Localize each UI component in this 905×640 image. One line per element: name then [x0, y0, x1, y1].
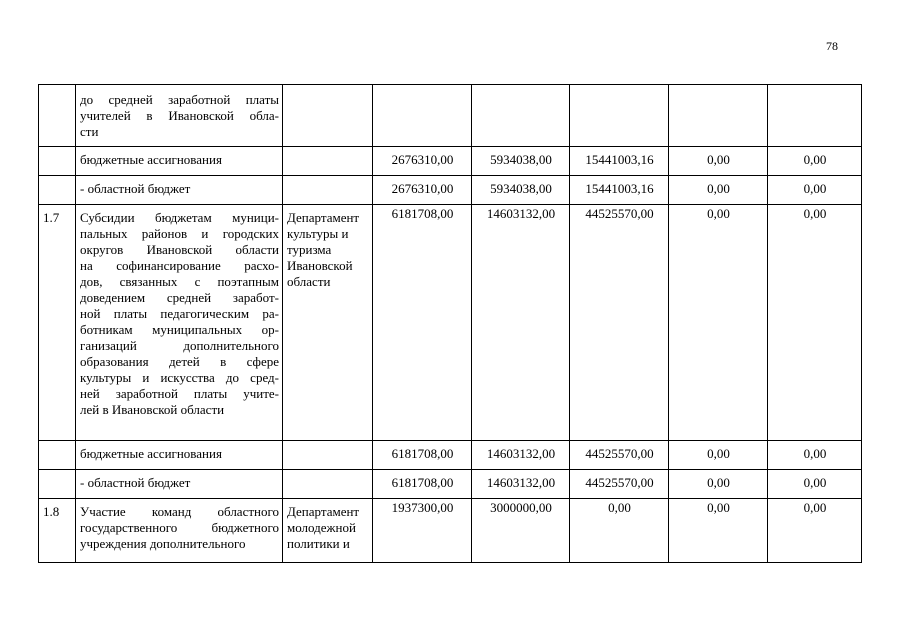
- description-line: государственного бюджетного: [80, 520, 279, 535]
- department-line: Ивановской: [287, 258, 353, 273]
- row-number-cell: [39, 441, 76, 470]
- amount-cell: [669, 85, 768, 147]
- table-row: [39, 499, 862, 563]
- description-text: - областной бюджет: [80, 181, 191, 196]
- description-cell: [76, 147, 283, 176]
- amount-cell: [669, 176, 768, 205]
- amount-cell: [669, 470, 768, 499]
- amount-cell: [768, 205, 862, 441]
- description-text: бюджетные ассигнования: [80, 446, 222, 461]
- description-line: до средней заработной платы: [80, 92, 279, 107]
- amount-value: 0,00: [707, 152, 730, 167]
- department-line: туризма: [287, 242, 332, 257]
- description-line: учреждения дополнительного: [80, 536, 246, 551]
- amount-value: 0,00: [803, 206, 827, 221]
- amount-cell: [472, 176, 570, 205]
- description-text: - областной бюджет: [80, 475, 191, 490]
- department-cell: [283, 499, 373, 563]
- amount-cell: [669, 205, 768, 441]
- amount-value: 3000000,00: [490, 500, 552, 515]
- amount-value: 15441003,16: [585, 181, 654, 196]
- description-cell: [76, 470, 283, 499]
- amount-cell: [570, 205, 669, 441]
- description-line: ботникам муниципальных ор-: [80, 322, 279, 337]
- row-number-cell: [39, 470, 76, 499]
- amount-value: 6181708,00: [391, 475, 454, 490]
- amount-cell: [472, 470, 570, 499]
- amount-cell: [768, 470, 862, 499]
- amount-cell: [570, 470, 669, 499]
- table-row: [39, 470, 862, 499]
- description-cell: [76, 205, 283, 441]
- row-number-cell: [39, 499, 76, 563]
- description-line: дов, связанных с поэтапным: [80, 274, 279, 289]
- department-cell: [283, 85, 373, 147]
- department-cell: [283, 147, 373, 176]
- amount-cell: [570, 176, 669, 205]
- table-row: [39, 205, 862, 441]
- amount-cell: [373, 441, 472, 470]
- amount-cell: [373, 85, 472, 147]
- amount-value: 0,00: [707, 500, 730, 515]
- description-line: ганизаций дополнительного: [80, 338, 279, 353]
- page-number: 78: [826, 39, 838, 53]
- amount-value: 0,00: [707, 446, 730, 461]
- amount-value: 5934038,00: [490, 152, 552, 167]
- row-number-cell: [39, 176, 76, 205]
- department-cell: [283, 205, 373, 441]
- department-cell: [283, 441, 373, 470]
- amount-value: 14603132,00: [486, 446, 556, 461]
- amount-cell: [373, 470, 472, 499]
- description-line: Субсидии бюджетам муници-: [80, 210, 279, 225]
- budget-table: [38, 84, 862, 563]
- amount-value: 14603132,00: [486, 475, 556, 490]
- table-row: [39, 176, 862, 205]
- amount-cell: [472, 441, 570, 470]
- table-row: [39, 147, 862, 176]
- row-number-cell: [39, 147, 76, 176]
- department-cell: [283, 176, 373, 205]
- amount-value: 0,00: [803, 446, 827, 461]
- description-cell: [76, 85, 283, 147]
- description-line: ней заработной платы учите-: [80, 386, 279, 401]
- amount-cell: [570, 499, 669, 563]
- amount-value: 0,00: [707, 475, 730, 490]
- amount-cell: [373, 147, 472, 176]
- amount-value: 5934038,00: [490, 181, 552, 196]
- amount-value: 0,00: [803, 152, 827, 167]
- amount-cell: [373, 205, 472, 441]
- amount-cell: [472, 205, 570, 441]
- description-cell: [76, 441, 283, 470]
- description-cell: [76, 499, 283, 563]
- amount-cell: [768, 499, 862, 563]
- amount-cell: [373, 499, 472, 563]
- row-number: 1.8: [43, 504, 60, 519]
- row-number: 1.7: [43, 210, 60, 225]
- row-number-cell: [39, 85, 76, 147]
- amount-cell: [768, 147, 862, 176]
- department-line: культуры и: [287, 226, 349, 241]
- description-line: ной платы педагогическим ра-: [80, 306, 279, 321]
- description-text: бюджетные ассигнования: [80, 152, 222, 167]
- amount-cell: [570, 147, 669, 176]
- table-row: [39, 441, 862, 470]
- description-line: сти: [80, 124, 99, 139]
- description-line: доведением средней заработ-: [80, 290, 279, 305]
- description-line: учителей в Ивановской обла-: [80, 108, 279, 123]
- description-line: на софинансирование расхо-: [80, 258, 279, 273]
- department-cell: [283, 470, 373, 499]
- amount-cell: [472, 147, 570, 176]
- department-line: области: [287, 274, 331, 289]
- amount-value: 6181708,00: [391, 206, 454, 221]
- description-line: Участие команд областного: [80, 504, 279, 519]
- amount-value: 15441003,16: [585, 152, 654, 167]
- department-line: Департамент: [287, 504, 360, 519]
- department-line: политики и: [287, 536, 350, 551]
- description-line: округов Ивановской области: [80, 242, 279, 257]
- amount-value: 2676310,00: [391, 181, 454, 196]
- amount-value: 44525570,00: [585, 206, 654, 221]
- amount-cell: [669, 499, 768, 563]
- row-number-cell: [39, 205, 76, 441]
- table-body: [39, 85, 862, 563]
- amount-value: 0,00: [803, 500, 827, 515]
- amount-cell: [669, 147, 768, 176]
- amount-cell: [768, 441, 862, 470]
- amount-value: 0,00: [803, 181, 827, 196]
- description-line: образования детей в сфере: [80, 354, 279, 369]
- amount-cell: [570, 441, 669, 470]
- amount-value: 0,00: [608, 500, 631, 515]
- amount-cell: [472, 499, 570, 563]
- amount-value: 44525570,00: [585, 475, 654, 490]
- amount-value: 2676310,00: [391, 152, 454, 167]
- amount-cell: [472, 85, 570, 147]
- description-line: лей в Ивановской области: [80, 402, 225, 417]
- department-line: молодежной: [287, 520, 356, 535]
- amount-cell: [768, 85, 862, 147]
- amount-cell: [669, 441, 768, 470]
- amount-value: 14603132,00: [486, 206, 556, 221]
- amount-value: 1937300,00: [391, 500, 454, 515]
- description-cell: [76, 176, 283, 205]
- amount-cell: [768, 176, 862, 205]
- description-line: пальных районов и городских: [80, 226, 279, 241]
- amount-value: 0,00: [707, 206, 730, 221]
- department-line: Департамент: [287, 210, 360, 225]
- amount-cell: [373, 176, 472, 205]
- amount-value: 6181708,00: [391, 446, 454, 461]
- amount-value: 0,00: [707, 181, 730, 196]
- amount-value: 44525570,00: [585, 446, 654, 461]
- description-line: культуры и искусства до сред-: [80, 370, 279, 385]
- amount-cell: [570, 85, 669, 147]
- table-row: [39, 85, 862, 147]
- amount-value: 0,00: [803, 475, 827, 490]
